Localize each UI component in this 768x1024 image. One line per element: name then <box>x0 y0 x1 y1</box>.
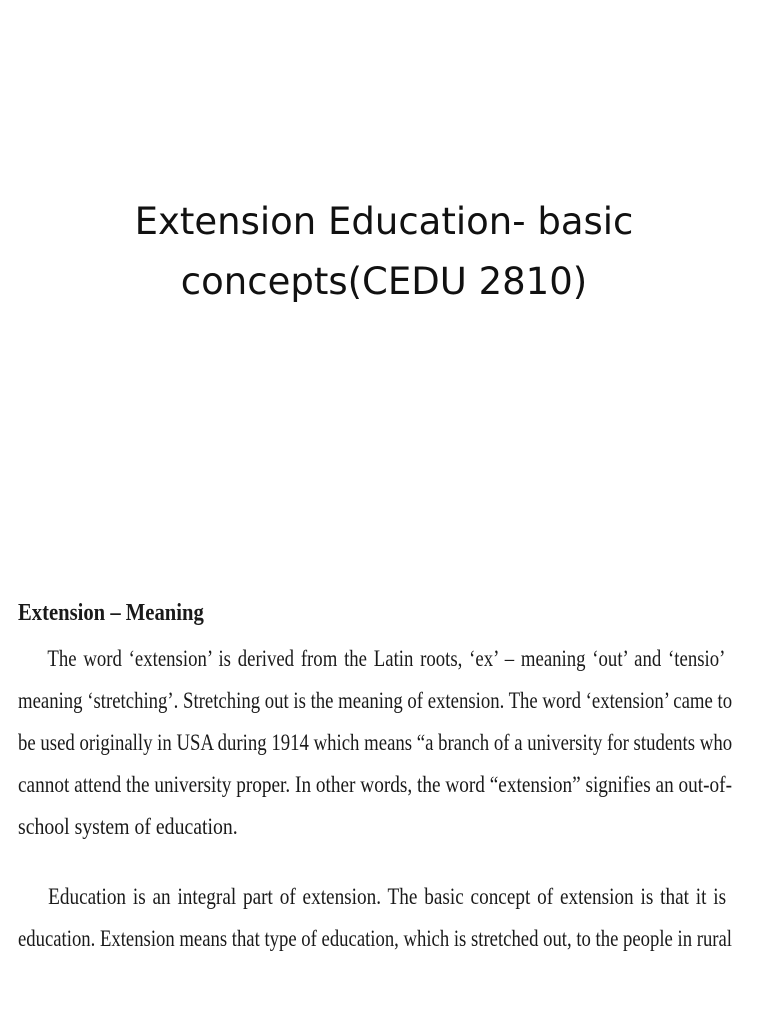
paragraph-line: be used originally in USA during 1914 which means “a branch of a university for students who <box>18 730 733 755</box>
paragraph-line: The word ‘extension’ is derived from the Latin roots, ‘ex’ – meaning ‘out’ and ‘tensio’ <box>47 646 726 671</box>
slide-title <box>0 192 768 312</box>
section-heading: Extension – Meaning <box>18 600 204 626</box>
slide-title-line-1: Extension Education- basic <box>134 200 634 243</box>
paragraph-meaning <box>18 638 732 848</box>
slide-title-line-2: concepts(CEDU 2810) <box>180 260 588 303</box>
paragraph-education <box>18 876 732 960</box>
paragraph-line: education. Extension means that type of education, which is stretched out, to the people in rural <box>18 926 732 951</box>
document-excerpt <box>18 596 732 960</box>
paragraph-line: meaning ‘stretching’. Stretching out is the meaning of extension. The word ‘extension’ came to <box>18 688 733 713</box>
paragraph-line: Education is an integral part of extension. The basic concept of extension is that it is <box>48 884 727 909</box>
paragraph-line: school system of education. <box>18 814 238 839</box>
paragraph-line: cannot attend the university proper. In other words, the word “extension” signifies an out-of- <box>18 772 732 797</box>
